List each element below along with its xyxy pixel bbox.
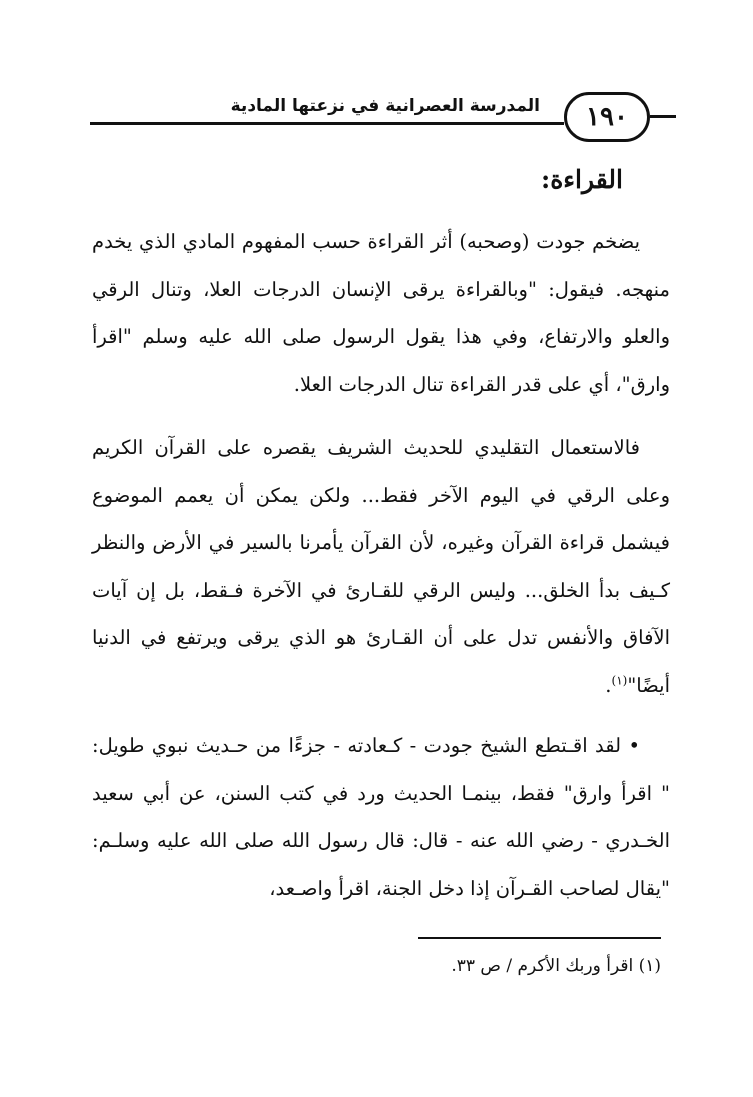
- paragraph-1-text: يضخم جودت (وصحبه) أثر القراءة حسب المفهوم المادي الذي يخدم منهجه. فيقول: "وبالقراءة يرقى الإنسان الدرجات العلا، وتنال الرقي والعلو والارتفاع، وفي هذا يقول الرسول صلى الله عليه وسلم "اقرأ وارق"، أي على قدر القراءة تنال الدرجات العلا.: [92, 230, 670, 396]
- footnote-rule: [418, 937, 661, 939]
- paragraph-3: [92, 722, 670, 912]
- section-heading: القراءة:: [540, 165, 623, 194]
- paragraph-2: [92, 424, 670, 709]
- page-number: ١٩٠: [564, 92, 650, 142]
- running-title: [106, 96, 546, 116]
- paragraph-2-text: فالاستعمال التقليدي للحديث الشريف يقصره على القرآن الكريم وعلى الرقي في اليوم الآخر فقط... ولكن يمكن أن يعمم الموضوع فيشمل قراءة القرآن وغيره، لأن القرآن يأمرنا بالسير في الأرض والنظر كـيف بدأ الخلق... وليس الرقي للقـارئ في الآخرة فـقط، بل إن آيات الآفاق والأنفس تدل على أن القـارئ هو الذي يرقى ويرتفع في الدنيا أيضًا": [92, 436, 670, 697]
- badge-line: [650, 115, 676, 118]
- header-rule: [90, 122, 564, 125]
- paragraph-2-end: .: [605, 673, 612, 697]
- page-header: [90, 88, 680, 152]
- paragraph-3-text: • لقد اقـتطع الشيخ جودت - كـعادته - جزءًا من حـديث نبوي طويل: " اقرأ وارق" فقط، بينمـا الحديث ورد في كتب السنن، عن أبي سعيد الخـدري - رضي الله عنه - قال: قال رسول الله صلى الله عليه وسلـم: "يقال لصاحب القـرآن إذا دخل الجنة، اقرأ واصـعد،: [92, 734, 670, 900]
- running-title-text: المدرسة العصرانية في نزعتها المادية: [225, 96, 546, 116]
- paragraph-1: [92, 218, 670, 408]
- footnote: (١) اقرأ وربك الأكرم / ص ٣٣.: [451, 956, 661, 976]
- footnote-marker[interactable]: (١): [611, 673, 628, 687]
